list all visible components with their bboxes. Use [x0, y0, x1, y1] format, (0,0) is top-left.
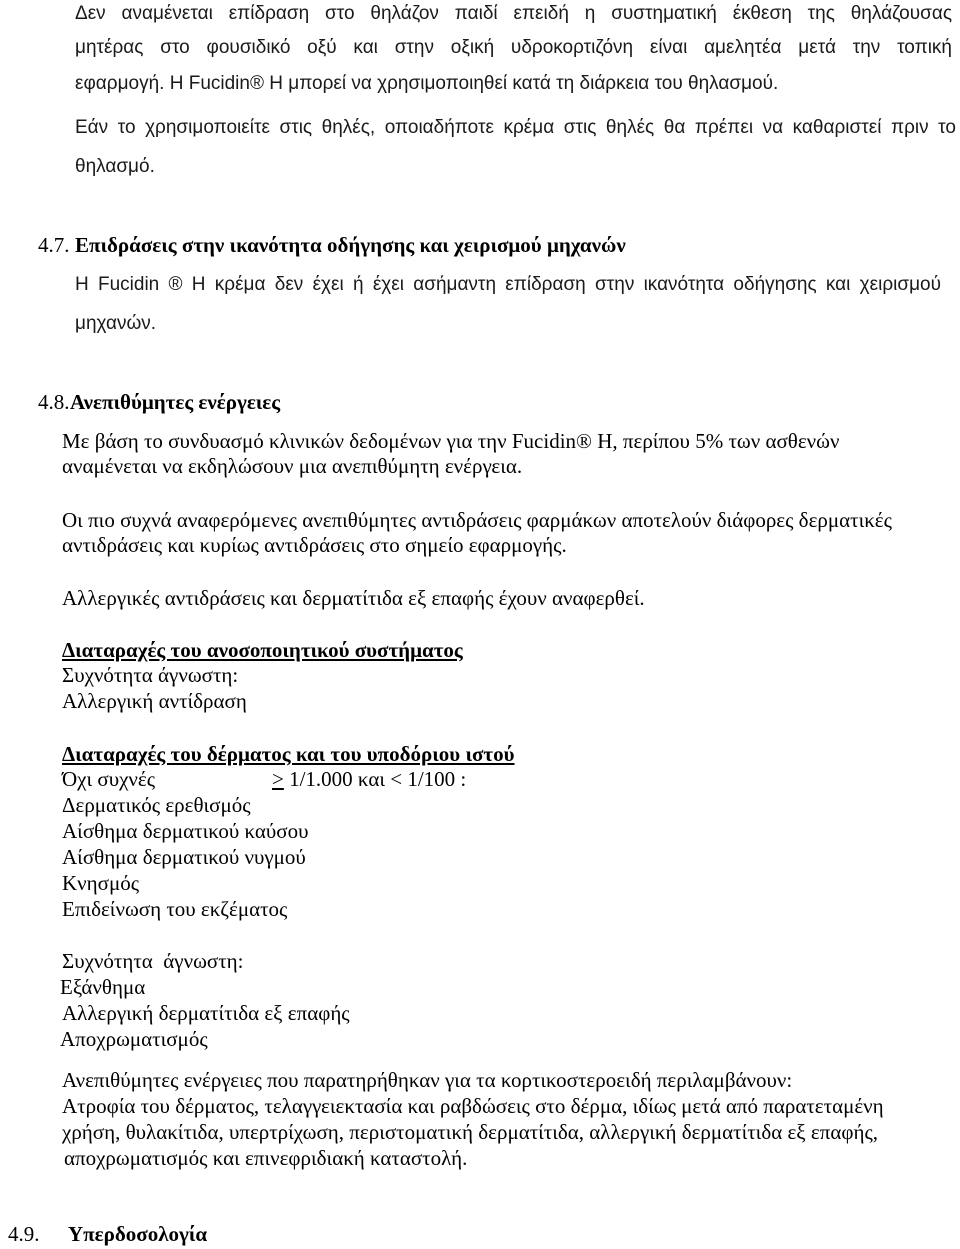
intro-line-2: αναμένεται να εκδηλώσουν μια ανεπιθύμητη ενέργεια.: [62, 454, 523, 478]
uncommon-frequency-label: Όχι συχνές: [62, 767, 156, 791]
driving-line-1: Η Fucidin ® H κρέμα δεν έχει ή έχει ασήμαντη επίδραση στην ικανότητα οδήγησης και χειρισμού: [75, 274, 941, 295]
breastfeeding-line-2: μητέρας στο φουσιδικό οξύ και στην οξική υδροκορτιζόνη είναι αμελητέα μετά την τοπική: [75, 37, 952, 58]
driving-line-2: μηχανών.: [75, 313, 157, 334]
breastfeeding-line-4: Εάν το χρησιμοποιείτε στις θηλές, οποιαδήποτε κρέμα στις θηλές θα πρέπει να καθαριστεί πριν το: [75, 117, 956, 138]
section-number-4-7: 4.7.: [38, 233, 70, 257]
breastfeeding-line-3: εφαρμογή. Η Fucidin® H μπορεί να χρησιμοποιηθεί κατά τη διάρκεια του θηλασμού.: [75, 73, 779, 94]
section-number-4-8: 4.8.: [38, 390, 70, 414]
breastfeeding-line-5: θηλασμό.: [75, 156, 155, 177]
skin-unknown-item: Εξάνθημα: [60, 975, 146, 999]
skin-disorders-heading: Διαταραχές του δέρματος και του υποδόριου ιστού: [62, 742, 515, 766]
immune-item: Αλλεργική αντίδραση: [62, 689, 247, 713]
breastfeeding-line-1: Δεν αναμένεται επίδραση στο θηλάζον παιδί επειδή η συστηματική έκθεση της θηλάζουσας: [75, 3, 952, 24]
immune-frequency-label: Συχνότητα άγνωστη:: [62, 663, 239, 687]
corticosteroid-line-1: Ανεπιθύμητες ενέργειες που παρατηρήθηκαν για τα κορτικοστεροειδή περιλαμβάνουν:: [62, 1068, 793, 1092]
corticosteroid-line-3: χρήση, θυλακίτιδα, υπερτρίχωση, περιστοματική δερματίτιδα, αλλεργική δερματίτιδα εξ επαφής,: [62, 1120, 879, 1144]
uncommon-frequency-range: [272, 767, 942, 791]
skin-unknown-item: Αλλεργική δερματίτιδα εξ επαφής: [62, 1001, 350, 1025]
frequency-range-text: 1/1.000 και < 1/100 :: [283, 767, 467, 791]
section-title-driving: Επιδράσεις στην ικανότητα οδήγησης και χειρισμού μηχανών: [75, 233, 626, 257]
skin-unknown-item: Αποχρωματισμός: [60, 1027, 208, 1051]
section-number-4-9: 4.9.: [8, 1222, 40, 1246]
unknown-frequency-label: Συχνότητα άγνωστη:: [62, 949, 244, 973]
skin-item: Επιδείνωση του εκζέματος: [62, 897, 288, 921]
skin-item: Αίσθημα δερματικού νυγμού: [62, 845, 306, 869]
skin-item: Δερματικός ερεθισμός: [62, 793, 251, 817]
section-title-overdose: Υπερδοσολογία: [68, 1222, 208, 1246]
allergic-reactions-text: Αλλεργικές αντιδράσεις και δερματίτιδα εξ επαφής έχουν αναφερθεί.: [62, 586, 645, 610]
common-reactions-line-1: Οι πιο συχνά αναφερόμενες ανεπιθύμητες αντιδράσεις φαρμάκων αποτελούν διάφορες δερματικές: [62, 508, 892, 532]
common-reactions-line-2: αντιδράσεις και κυρίως αντιδράσεις στο σημείο εφαρμογής.: [62, 533, 567, 557]
intro-line-1: Με βάση το συνδυασμό κλινικών δεδομένων για την Fucidin® H, περίπου 5% των ασθενών: [62, 429, 840, 453]
section-title-adverse-effects: Ανεπιθύμητες ενέργειες: [70, 390, 281, 414]
greater-or-equal-sign: >: [272, 767, 284, 791]
corticosteroid-line-4: αποχρωματισμός και επινεφριδιακή καταστολή.: [64, 1146, 468, 1170]
skin-item: Αίσθημα δερματικού καύσου: [62, 819, 309, 843]
immune-system-heading: Διαταραχές του ανοσοποιητικού συστήματος: [62, 638, 463, 662]
skin-item: Κνησμός: [62, 871, 140, 895]
corticosteroid-line-2: Ατροφία του δέρματος, τελαγγειεκτασία και ραβδώσεις στο δέρμα, ιδίως μετά από παρατεταμένη: [62, 1094, 884, 1118]
